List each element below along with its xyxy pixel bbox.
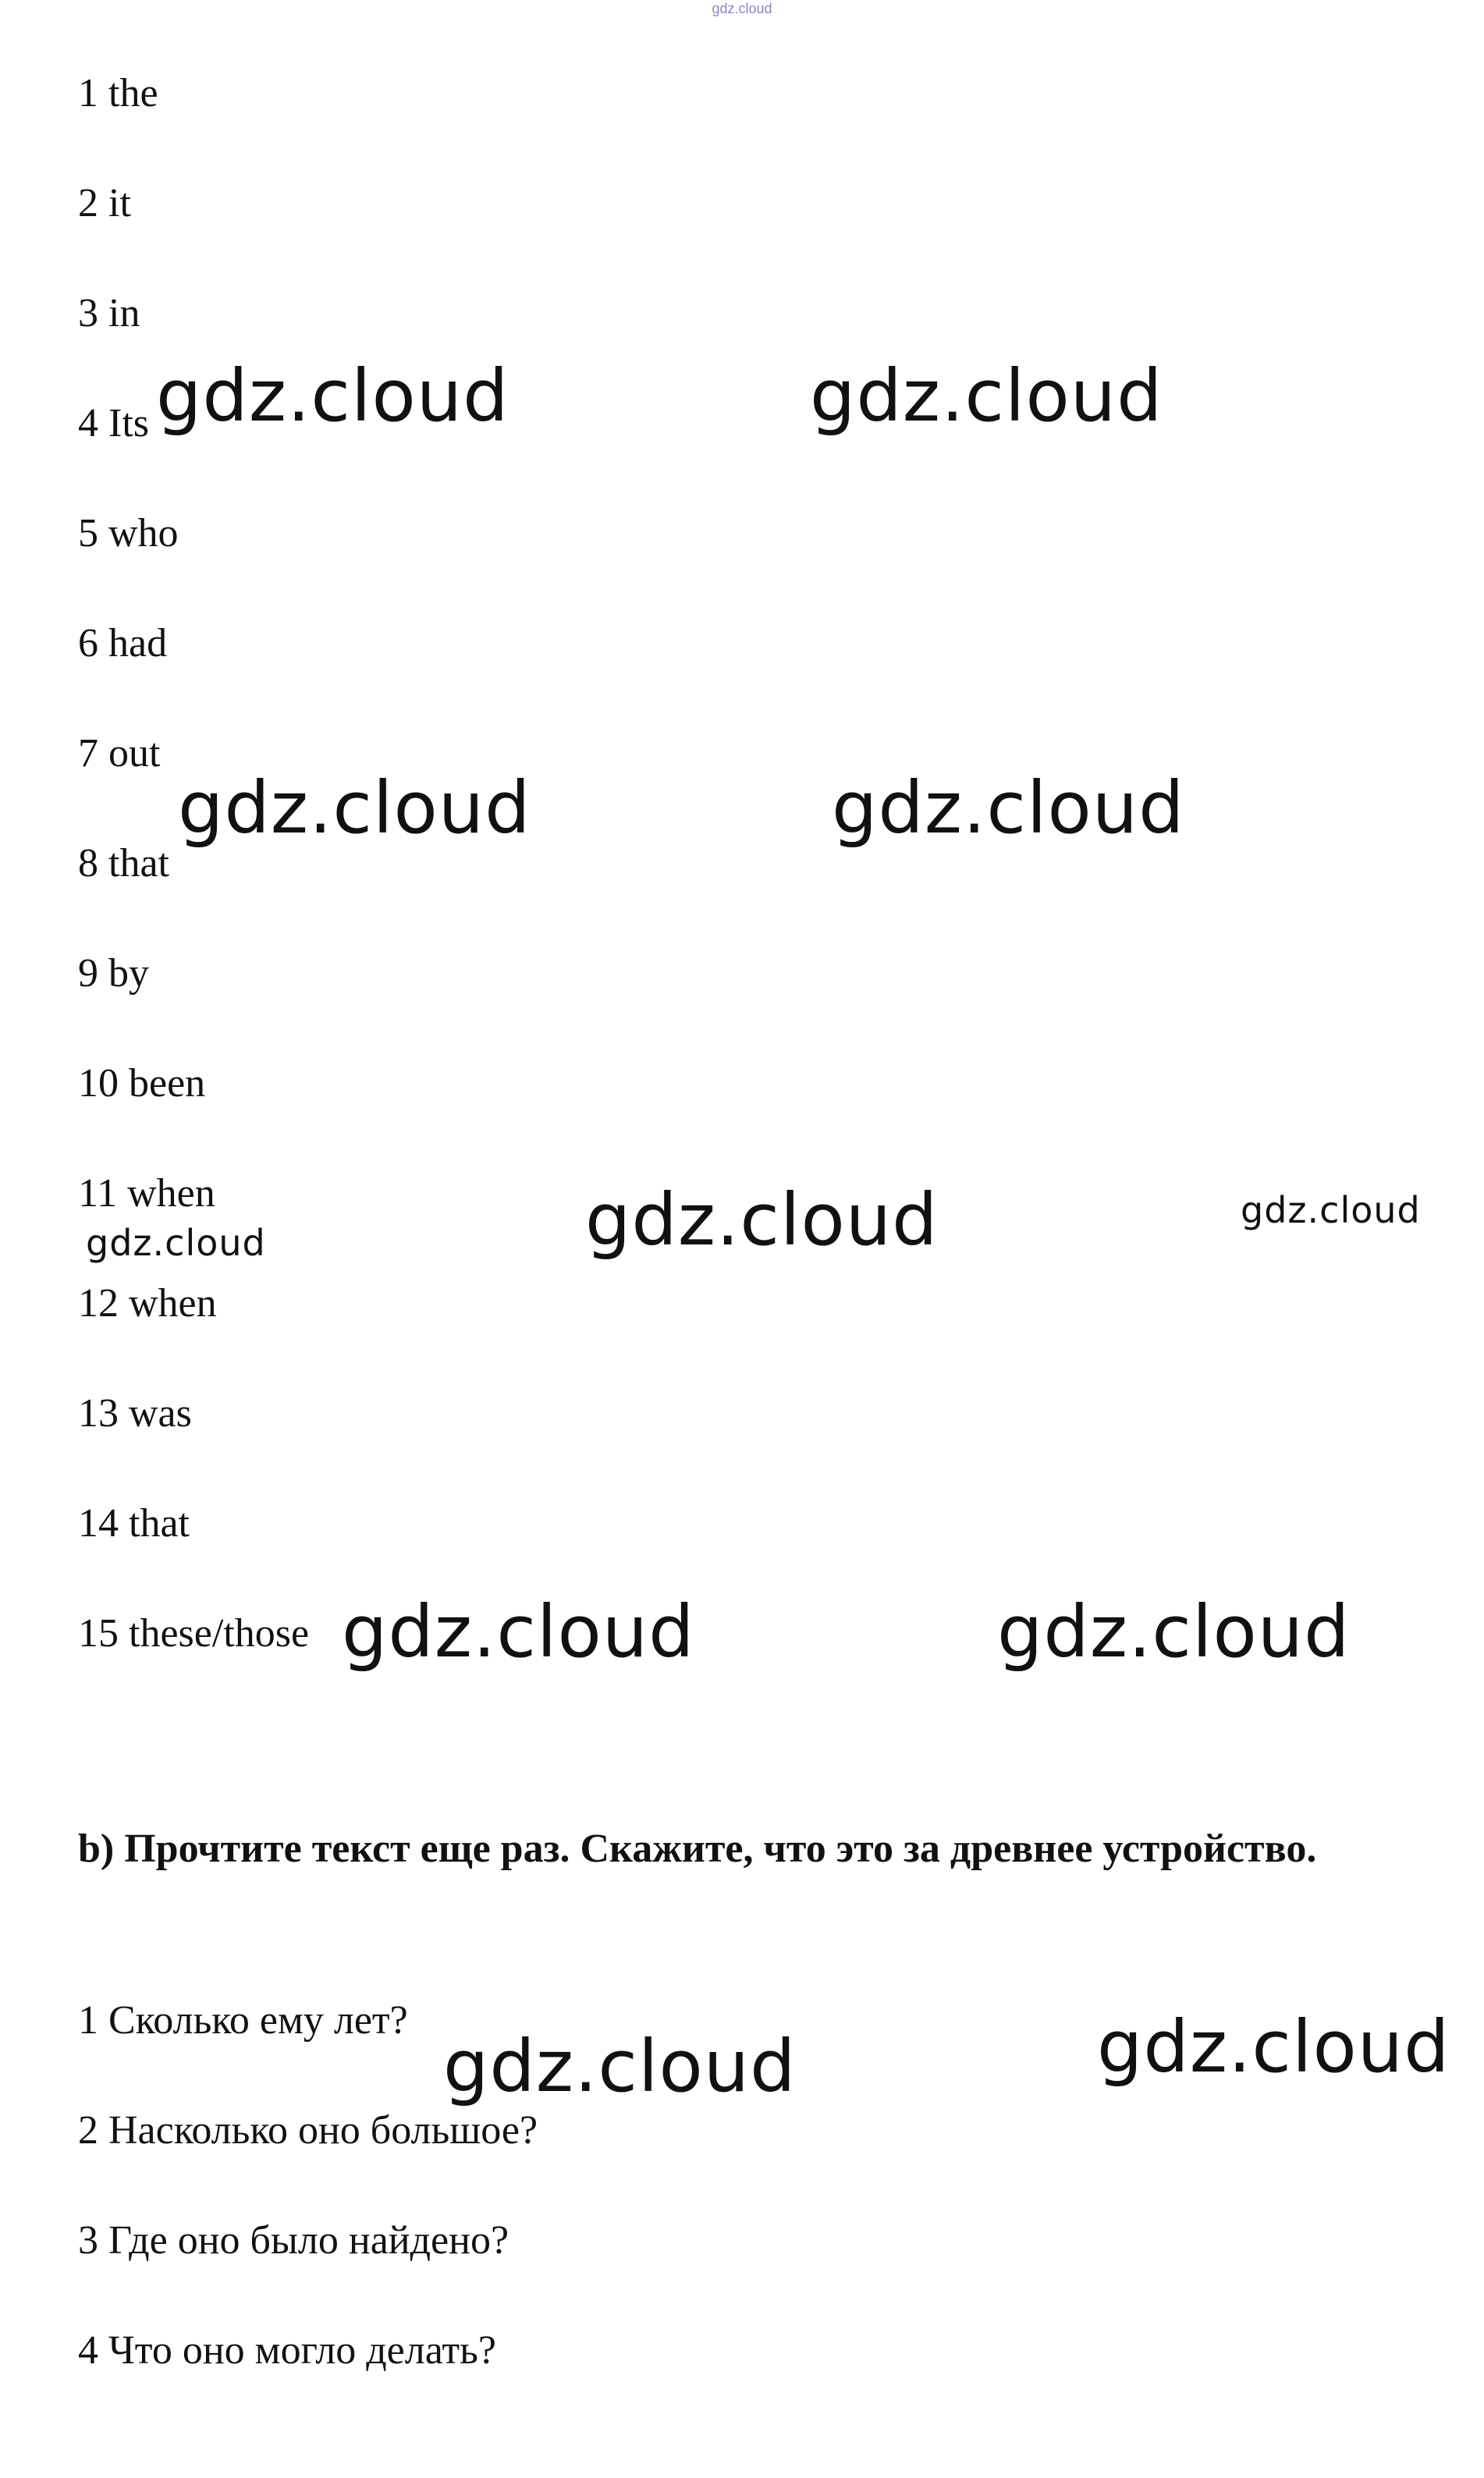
- watermark: gdz.cloud: [1097, 2005, 1450, 2089]
- watermark: gdz.cloud: [832, 766, 1185, 850]
- answer-item: 9 by: [78, 951, 149, 996]
- watermark: gdz.cloud: [342, 1590, 695, 1674]
- task-b-instruction: b) Прочтите текст еще раз. Скажите, что это за древнее устройство.: [78, 1827, 1317, 1871]
- question-item: 2 Насколько оно большое?: [78, 2108, 538, 2153]
- answer-item: 6 had: [78, 621, 168, 666]
- answer-item: 15 these/those: [78, 1611, 310, 1656]
- watermark: gdz.cloud: [810, 354, 1163, 438]
- watermark: gdz.cloud: [997, 1590, 1351, 1674]
- question-item: 3 Где оно было найдено?: [78, 2218, 509, 2263]
- site-mark: gdz.cloud: [712, 1, 772, 16]
- answer-item: 11 when: [78, 1171, 215, 1216]
- answer-item: 10 been: [78, 1061, 206, 1106]
- watermark: gdz.cloud: [178, 766, 531, 850]
- answer-item: 13 was: [78, 1391, 192, 1436]
- answer-item: 1 the: [78, 71, 158, 115]
- answer-item: 3 in: [78, 291, 140, 335]
- answer-item: 2 it: [78, 181, 131, 225]
- question-item: 4 Что оно могло делать?: [78, 2328, 496, 2373]
- answer-item: 7 out: [78, 731, 161, 776]
- watermark: gdz.cloud: [443, 2025, 797, 2108]
- watermark: gdz.cloud: [1241, 1189, 1421, 1231]
- watermark: gdz.cloud: [585, 1178, 939, 1262]
- watermark: gdz.cloud: [86, 1222, 266, 1264]
- answer-item: 12 when: [78, 1281, 217, 1326]
- answer-list: [78, 62, 309, 1713]
- answer-item: 4 Its: [78, 401, 149, 446]
- question-item: 1 Сколько ему лет?: [78, 1998, 408, 2043]
- watermark: gdz.cloud: [156, 354, 509, 438]
- answer-item: 8 that: [78, 841, 169, 886]
- answer-item: 14 that: [78, 1501, 190, 1546]
- answer-item: 5 who: [78, 511, 179, 556]
